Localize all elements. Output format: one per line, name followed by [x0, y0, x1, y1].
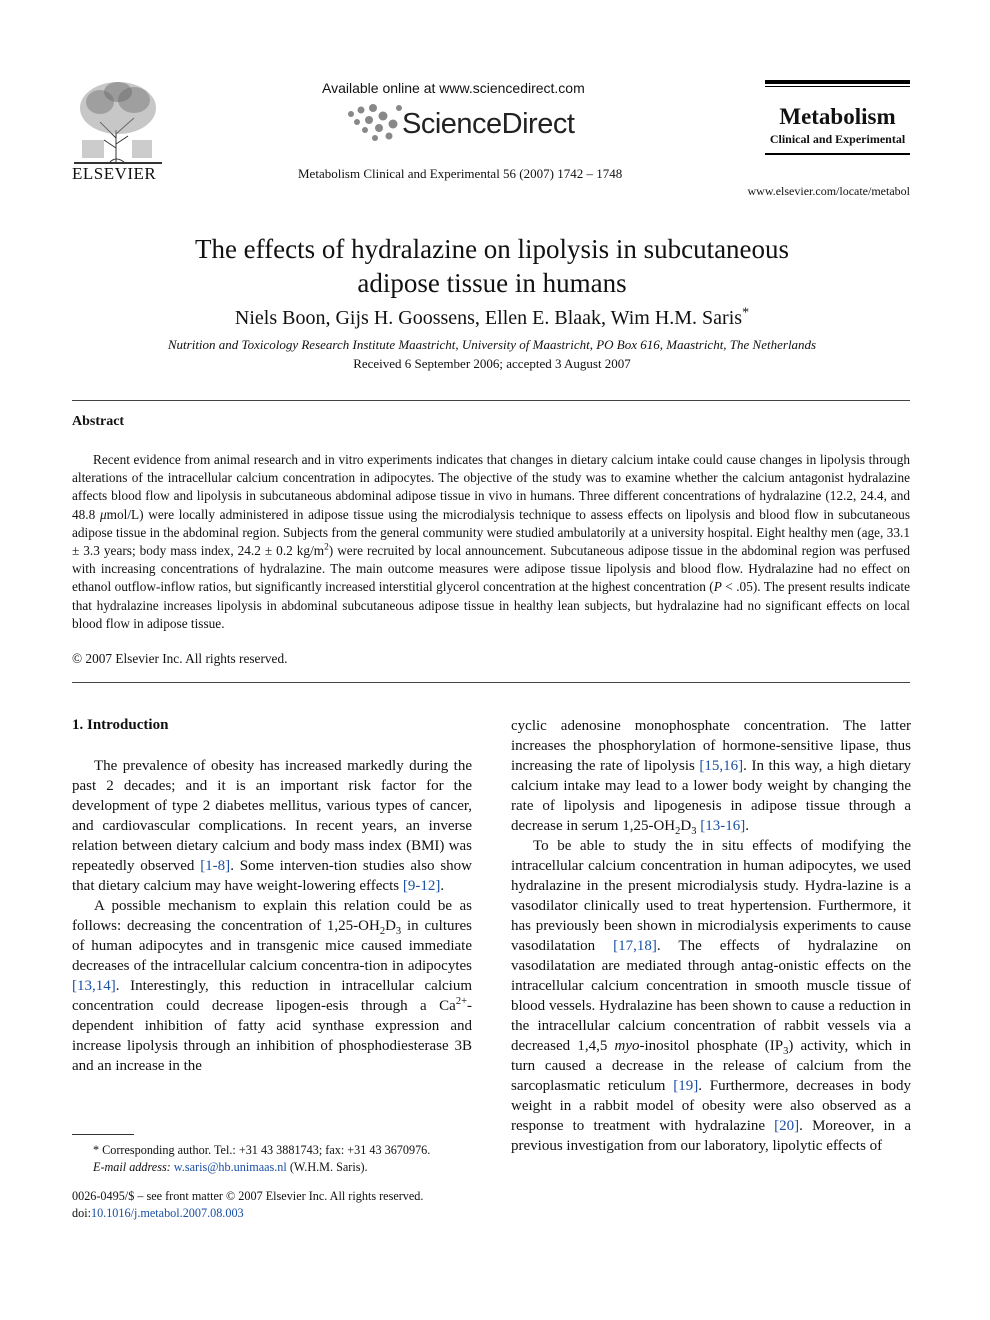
- title-line-1: The effects of hydralazine on lipolysis in subcutaneous: [194, 234, 790, 264]
- citation-link[interactable]: [1-8]: [200, 858, 231, 874]
- citation-link[interactable]: [15,16]: [699, 758, 744, 774]
- sciencedirect-wordmark: ScienceDirect: [402, 108, 575, 140]
- superscript-2: 2: [324, 542, 329, 553]
- corresponding-author-mark[interactable]: *: [742, 305, 750, 321]
- available-online-text[interactable]: Available online at www.sciencedirect.com: [322, 80, 585, 96]
- section-heading-introduction: 1. Introduction: [72, 717, 169, 733]
- citation-link[interactable]: [19]: [673, 1078, 699, 1094]
- email-footnote: E-mail address: w.saris@hb.unimaas.nl (W.H.M. Saris).: [93, 1160, 368, 1174]
- journal-logo-subtitle: Clinical and Experimental: [769, 132, 906, 146]
- title-line-2: adipose tissue in humans: [357, 268, 627, 298]
- intro-paragraph-2-continued: cyclic adenosine monophosphate concentration. The latter increases the phosphorylation of hormone-sensitive lipase, thus increasing the rate of lipolysis [15,16]. In this way, a high dietary calcium intake may lead to a lower body weight by changing the rate of lipolysis and lipogenesis in adipose tissue through a decrease in serum $1,25-OH_2D_3$ [13-16].: [511, 718, 911, 837]
- abstract-body: Recent evidence from animal research and in vitro experiments indicates that changes in dietary calcium intake could cause changes in lipolysis through alterations of the intracellular calcium concentration in adipocytes. The objective of the study was to examine whether the calcium antagonist hydralazine affects blood flow and lipolysis in subcutaneous abdominal adipose tissue in vivo in humans. Three different concentrations of hydralazine (12.2, 24.4, and 48.8 μmol/L) were locally administered in adipose tissue using the microdialysis technique to assess effects on lipolysis and blood flow in subcutaneous adipose tissue in the abdominal region. Subjects from the general community were studied ambulatorily at a university hospital. Eight healthy men (age, 33.1 ± 3.3 years; body mass index, 24.2 ± 0.2 $kg/m^2$) were recruited by local announcement. Subcutaneous adipose tissue in the abdominal region was perfused with increasing concentrations of hydralazine. The main outcome measures were adipose tissue lipolysis and blood flow. Hydralazine had no effect on ethanol outflow-inflow ratios, but significantly increased interstitial glycerol concentration at the highest concentration (P < .05). The present results indicate that hydralazine increases lipolysis in abdominal subcutaneous adipose tissue in healthy lean subjects, but hydralazine had no significant effects on local blood flow in adipose tissue.: [72, 452, 911, 631]
- intro-paragraph-1: The prevalence of obesity has increased markedly during the past 2 decades; and it is an important risk factor for the development of type 2 diabetes mellitus, various types of cancer, and cardiovascular complications. In recent years, an inverse relation between dietary calcium and body mass index (BMI) was repeatedly observed [1-8]. Some interven-tion studies also show that dietary calcium may have weight-lowering effects [9-12].: [72, 758, 472, 894]
- journal-url[interactable]: www.elsevier.com/locate/metabol: [747, 184, 910, 198]
- publisher-wordmark: ELSEVIER: [72, 164, 157, 183]
- front-matter-notice: 0026-0495/$ – see front matter © 2007 Elsevier Inc. All rights reserved.: [72, 1189, 424, 1203]
- mu-symbol: μ: [99, 506, 107, 522]
- body-column-left: [72, 756, 472, 1076]
- affiliation: Nutrition and Toxicology Research Institute Maastricht, University of Maastricht, PO Box 616, Maastricht, The Netherlands: [167, 337, 817, 352]
- intro-paragraph-2: A possible mechanism to explain this relation could be as follows: decreasing the concentration of $1,25-OH_2D_3$ in cultures of human adipocytes and in transgenic mice caused immediate decreases of the intracellular calcium concentra-tion in adipocytes [13,14]. Interestingly, this reduction in intracellular calcium concentration could decrease lipogen-esis through a $Ca^{2+}$-dependent inhibition of fatty acid synthase expression and increase lipolysis through an inhibition of phosphodiesterase 3B and an increase in the: [72, 898, 472, 1074]
- doi-line: doi:10.1016/j.metabol.2007.08.003: [72, 1206, 244, 1220]
- received-dates: Received 6 September 2006; accepted 3 August 2007: [353, 356, 631, 371]
- journal-logo-title: Metabolism: [779, 104, 896, 129]
- journal-logo-underline: [765, 153, 910, 155]
- abstract-heading: Abstract: [72, 414, 125, 429]
- authors-text: Niels Boon, Gijs H. Goossens, Ellen E. Blaak, Wim H.M. Saris: [234, 307, 743, 329]
- citation-link[interactable]: [13-16]: [700, 818, 746, 834]
- p-value-symbol: P: [713, 579, 722, 595]
- citation-link[interactable]: [20]: [774, 1118, 800, 1134]
- citation-link[interactable]: [13,14]: [72, 978, 116, 994]
- divider-bottom: [72, 682, 910, 683]
- corresponding-author-footnote: * Corresponding author. Tel.: +31 43 3881743; fax: +31 43 3670976.: [93, 1143, 431, 1157]
- abstract-copyright: © 2007 Elsevier Inc. All rights reserved.: [72, 651, 288, 666]
- citation-link[interactable]: [9-12]: [402, 878, 441, 894]
- email-link[interactable]: w.saris@hb.unimaas.nl: [173, 1160, 287, 1174]
- divider-top: [72, 400, 910, 401]
- intro-paragraph-3: To be able to study the in situ effects of modifying the intracellular calcium concentration in human adipocytes, we used hydralazine in the present microdialysis study. Hydra-lazine is a vasodilator clinically used to treat hypertension. Furthermore, it has previously been shown in microdialysis experiments to cause vasodilatation [17,18]. The effects of hydralazine on vasodilatation are mediated through antag-onistic effects on the intracellular calcium concentration in smooth muscle tissue of blood vessels. Hydralazine has been shown to cause a reduction in the intracellular calcium concentration of rabbit vessels via a decreased 1,4,5 myo-inositol phosphate $(IP_3)$ activity, which in turn caused a decrease in the release of calcium from the sarcoplasmatic reticulum [19]. Furthermore, decreases in body weight in a rabbit model of obesity were also observed as a response to treatment with hydralazine [20]. Moreover, in a previous investigation from our laboratory, lipolytic effects of: [511, 838, 911, 1154]
- journal-logo-rules: [765, 80, 910, 87]
- author-list: [72, 307, 912, 330]
- footnote-rule: [72, 1134, 134, 1135]
- journal-reference: Metabolism Clinical and Experimental 56 (2007) 1742 – 1748: [298, 166, 623, 181]
- citation-link[interactable]: [17,18]: [613, 938, 657, 954]
- doi-link[interactable]: 10.1016/j.metabol.2007.08.003: [90, 1206, 244, 1220]
- body-column-right: [511, 716, 911, 1156]
- article-title: [72, 232, 912, 300]
